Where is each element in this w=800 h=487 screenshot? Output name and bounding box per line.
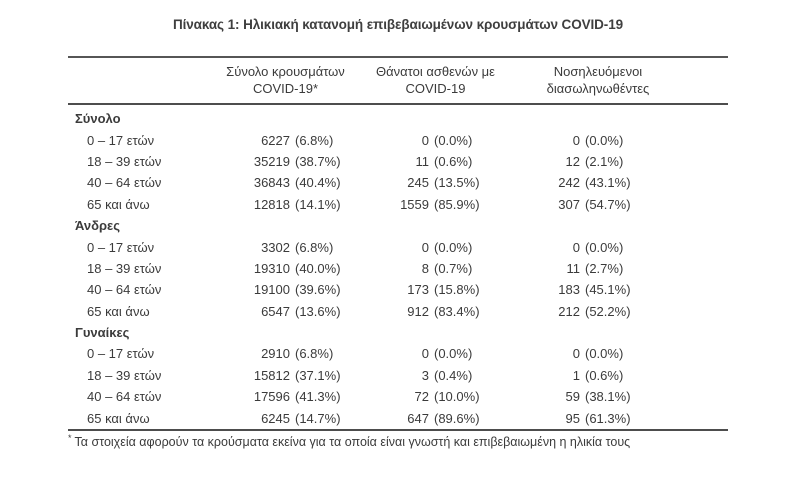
deaths-percent: (10.0%) xyxy=(434,389,480,405)
intubated-value xyxy=(508,368,688,383)
cases-percent: (14.1%) xyxy=(295,196,341,212)
intubated-value xyxy=(508,411,688,426)
intubated-value xyxy=(508,240,688,255)
deaths-count: 245 xyxy=(407,175,429,191)
table-row xyxy=(68,151,728,172)
intubated-percent: (43.1%) xyxy=(585,175,631,191)
intubated-value xyxy=(508,154,688,169)
table-row xyxy=(68,301,728,322)
deaths-count: 72 xyxy=(414,389,429,405)
deaths-value xyxy=(363,175,508,190)
table-row xyxy=(68,279,728,300)
cases-percent: (41.3%) xyxy=(295,389,341,405)
age-label: 65 και άνω xyxy=(87,303,150,319)
deaths-value xyxy=(363,346,508,361)
intubated-percent: (0.0%) xyxy=(585,239,624,255)
cases-count: 2910 xyxy=(261,346,290,362)
age-label: 18 – 39 ετών xyxy=(87,260,162,276)
table-row xyxy=(68,236,728,257)
deaths-value xyxy=(363,411,508,426)
intubated-value xyxy=(508,346,688,361)
cases-percent: (38.7%) xyxy=(295,153,341,169)
table-title: Πίνακας 1: Ηλικιακή κατανομή επιβεβαιωμένων κρουσμάτων COVID-19 xyxy=(172,17,624,32)
header-intubated-line2: διασωληνωθέντες xyxy=(546,80,650,96)
table-row xyxy=(68,407,728,428)
cases-percent: (37.1%) xyxy=(295,367,341,383)
table-row xyxy=(68,129,728,150)
deaths-percent: (89.6%) xyxy=(434,410,480,426)
deaths-count: 0 xyxy=(421,132,429,148)
section-header-men xyxy=(68,215,728,236)
cases-percent: (40.0%) xyxy=(295,260,341,276)
deaths-count: 173 xyxy=(407,282,429,298)
deaths-percent: (0.0%) xyxy=(434,346,473,362)
cases-value xyxy=(208,154,363,169)
deaths-value xyxy=(363,389,508,404)
intubated-count: 12 xyxy=(565,153,580,169)
header-deaths-line1: Θάνατοι ασθενών με xyxy=(376,64,495,79)
intubated-count: 59 xyxy=(565,389,580,405)
cases-value xyxy=(208,304,363,319)
deaths-value xyxy=(363,133,508,148)
table-header-row xyxy=(68,56,728,105)
deaths-value xyxy=(363,261,508,276)
deaths-value xyxy=(363,197,508,212)
cases-count: 19310 xyxy=(253,260,290,276)
cases-percent: (14.7%) xyxy=(295,410,341,426)
intubated-value xyxy=(508,304,688,319)
age-label: 18 – 39 ετών xyxy=(87,367,162,383)
deaths-value xyxy=(363,368,508,383)
cases-value xyxy=(208,411,363,426)
deaths-percent: (0.4%) xyxy=(434,367,473,383)
section-header-women xyxy=(68,322,728,343)
header-filler-cell xyxy=(688,64,728,97)
cases-count: 12818 xyxy=(253,196,290,212)
footnote-asterisk-marker: * xyxy=(68,433,72,443)
table-row xyxy=(68,194,728,215)
cases-count: 35219 xyxy=(253,153,290,169)
header-total-cases-line1: Σύνολο κρουσμάτων xyxy=(226,64,345,79)
covid-age-distribution-table xyxy=(68,56,728,431)
table-row xyxy=(68,365,728,386)
table-row xyxy=(68,386,728,407)
deaths-percent: (85.9%) xyxy=(434,196,480,212)
intubated-count: 11 xyxy=(566,260,580,276)
cases-value xyxy=(208,261,363,276)
cases-value xyxy=(208,368,363,383)
table-row xyxy=(68,258,728,279)
deaths-count: 11 xyxy=(415,153,429,169)
cases-value xyxy=(208,282,363,297)
cases-percent: (6.8%) xyxy=(295,239,334,255)
footnote xyxy=(68,433,748,449)
footnote-text: Τα στοιχεία αφορούν τα κρούσματα εκείνα για τα οποία είναι γνωστή και επιβεβαιωμένη η ηλικία τους xyxy=(74,435,631,450)
cases-count: 36843 xyxy=(253,175,290,191)
deaths-value xyxy=(363,240,508,255)
deaths-value xyxy=(363,154,508,169)
intubated-percent: (45.1%) xyxy=(585,282,631,298)
section-label: Άνδρες xyxy=(75,218,120,234)
intubated-count: 307 xyxy=(558,196,580,212)
cases-count: 19100 xyxy=(253,282,290,298)
intubated-value xyxy=(508,175,688,190)
intubated-value xyxy=(508,133,688,148)
cases-count: 17596 xyxy=(253,389,290,405)
age-label: 40 – 64 ετών xyxy=(87,175,162,191)
deaths-count: 0 xyxy=(421,346,429,362)
deaths-count: 0 xyxy=(421,239,429,255)
intubated-count: 0 xyxy=(572,132,580,148)
table-body xyxy=(68,105,728,429)
header-empty-cell xyxy=(68,64,208,97)
age-label: 0 – 17 ετών xyxy=(87,239,155,255)
intubated-percent: (52.2%) xyxy=(585,303,631,319)
deaths-percent: (15.8%) xyxy=(434,282,480,298)
intubated-count: 0 xyxy=(572,346,580,362)
cases-count: 6547 xyxy=(261,303,290,319)
intubated-value xyxy=(508,261,688,276)
deaths-value xyxy=(363,304,508,319)
intubated-count: 0 xyxy=(572,239,580,255)
cases-count: 6227 xyxy=(261,132,290,148)
section-label: Σύνολο xyxy=(75,111,121,127)
header-intubated xyxy=(508,64,688,97)
cases-value xyxy=(208,133,363,148)
intubated-percent: (2.7%) xyxy=(585,260,624,276)
deaths-count: 8 xyxy=(421,260,429,276)
deaths-count: 912 xyxy=(407,303,429,319)
age-label: 40 – 64 ετών xyxy=(87,389,162,405)
intubated-percent: (54.7%) xyxy=(585,196,631,212)
header-total-cases xyxy=(208,64,363,97)
deaths-percent: (0.0%) xyxy=(434,239,473,255)
intubated-count: 183 xyxy=(558,282,580,298)
intubated-value xyxy=(508,282,688,297)
cases-percent: (40.4%) xyxy=(295,175,341,191)
cases-count: 3302 xyxy=(261,239,290,255)
age-label: 18 – 39 ετών xyxy=(87,153,162,169)
age-label: 65 και άνω xyxy=(87,410,150,426)
cases-value xyxy=(208,346,363,361)
deaths-count: 1559 xyxy=(400,196,429,212)
age-label: 40 – 64 ετών xyxy=(87,282,162,298)
cases-count: 6245 xyxy=(261,410,290,426)
intubated-percent: (2.1%) xyxy=(585,153,624,169)
cases-percent: (6.8%) xyxy=(295,132,334,148)
deaths-percent: (0.6%) xyxy=(434,153,473,169)
table-row xyxy=(68,343,728,364)
cases-value xyxy=(208,389,363,404)
intubated-count: 95 xyxy=(565,410,580,426)
deaths-value xyxy=(363,282,508,297)
cases-percent: (6.8%) xyxy=(295,346,334,362)
age-label: 65 και άνω xyxy=(87,196,150,212)
table-row xyxy=(68,172,728,193)
intubated-count: 1 xyxy=(572,367,580,383)
header-deaths-line2: COVID-19 xyxy=(405,80,466,96)
header-deaths xyxy=(363,64,508,97)
deaths-percent: (0.0%) xyxy=(434,132,473,148)
intubated-percent: (0.0%) xyxy=(585,346,624,362)
intubated-count: 242 xyxy=(558,175,580,191)
cases-value xyxy=(208,197,363,212)
header-intubated-line1: Νοσηλευόμενοι xyxy=(553,64,643,79)
deaths-count: 647 xyxy=(407,410,429,426)
intubated-count: 212 xyxy=(558,303,580,319)
intubated-value xyxy=(508,389,688,404)
deaths-count: 3 xyxy=(421,367,429,383)
deaths-percent: (13.5%) xyxy=(434,175,480,191)
header-total-cases-line2: COVID-19* xyxy=(252,80,319,96)
intubated-value xyxy=(508,197,688,212)
intubated-percent: (61.3%) xyxy=(585,410,631,426)
intubated-percent: (0.6%) xyxy=(585,367,624,383)
section-header-total xyxy=(68,108,728,129)
intubated-percent: (38.1%) xyxy=(585,389,631,405)
intubated-percent: (0.0%) xyxy=(585,132,624,148)
age-label: 0 – 17 ετών xyxy=(87,132,155,148)
section-label: Γυναίκες xyxy=(75,325,130,341)
age-label: 0 – 17 ετών xyxy=(87,346,155,362)
cases-value xyxy=(208,175,363,190)
cases-percent: (39.6%) xyxy=(295,282,341,298)
cases-percent: (13.6%) xyxy=(295,303,341,319)
deaths-percent: (0.7%) xyxy=(434,260,473,276)
deaths-percent: (83.4%) xyxy=(434,303,480,319)
cases-count: 15812 xyxy=(253,367,290,383)
cases-value xyxy=(208,240,363,255)
